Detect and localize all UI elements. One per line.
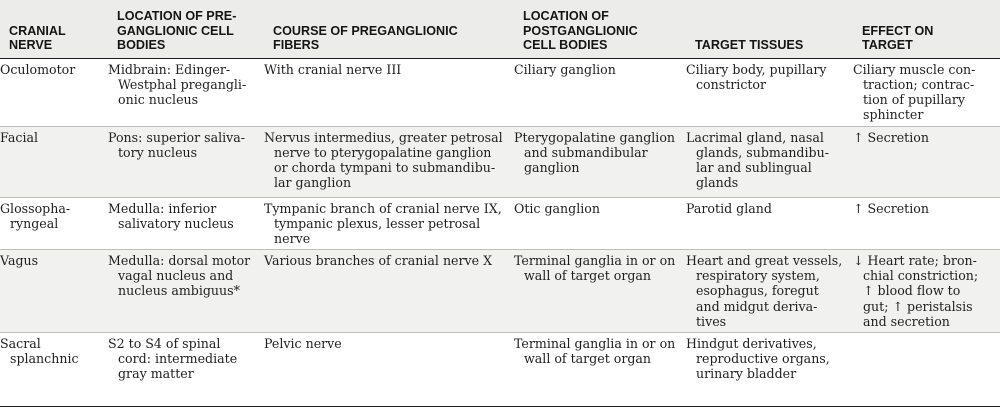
cell-preganglionic-location: Medulla: inferior salivatory nucleus (108, 197, 264, 249)
cell-postganglionic-location: Otic ganglion (514, 197, 686, 249)
cell-preganglionic-course: Nervus intermedius, greater petrosal nerve to pterygopalatine ganglion or chorda tympani to submandibu- lar ganglion (264, 126, 514, 197)
header-postganglionic-location: LOCATION OF POSTGANGLIONIC CELL BODIES (514, 0, 686, 58)
cell-nerve: Vagus (0, 249, 108, 332)
cell-nerve: Sacral splanchnic (0, 332, 108, 406)
table-row (0, 249, 1000, 332)
cell-postganglionic-location: Terminal ganglia in or on wall of target organ (514, 249, 686, 332)
header-preganglionic-course: COURSE OF PREGANGLIONIC FIBERS (264, 0, 514, 58)
cell-nerve: Glossopha- ryngeal (0, 197, 108, 249)
cell-effect: ↑ Secretion (853, 197, 1000, 249)
table-row (0, 197, 1000, 249)
table-header (0, 0, 1000, 58)
cell-postganglionic-location: Terminal ganglia in or on wall of target organ (514, 332, 686, 406)
cell-preganglionic-course: Various branches of cranial nerve X (264, 249, 514, 332)
cell-preganglionic-location: Midbrain: Edinger- Westphal pregangli- onic nucleus (108, 58, 264, 126)
cell-target-tissues: Heart and great vessels, respiratory system, esophagus, foregut and midgut deriva- tives (686, 249, 853, 332)
cell-nerve: Facial (0, 126, 108, 197)
cell-preganglionic-course: With cranial nerve III (264, 58, 514, 126)
table-row (0, 332, 1000, 406)
header-effect-on-target: EFFECT ON TARGET (853, 0, 1000, 58)
cell-effect: ↓ Heart rate; bron- chial constriction; ↑ blood flow to gut; ↑ peristalsis and secretion (853, 249, 1000, 332)
cell-nerve: Oculomotor (0, 58, 108, 126)
cell-target-tissues: Ciliary body, pupillary constrictor (686, 58, 853, 126)
table-row (0, 126, 1000, 197)
header-row (0, 0, 1000, 58)
cell-preganglionic-course: Pelvic nerve (264, 332, 514, 406)
cell-postganglionic-location: Pterygopalatine ganglion and submandibular ganglion (514, 126, 686, 197)
cell-effect: ↑ Secretion (853, 126, 1000, 197)
cell-effect: Ciliary muscle con- traction; contrac- tion of pupillary sphincter (853, 58, 1000, 126)
cell-target-tissues: Lacrimal gland, nasal glands, submandibu- lar and sublingual glands (686, 126, 853, 197)
cell-target-tissues: Hindgut derivatives, reproductive organs, urinary bladder (686, 332, 853, 406)
cell-preganglionic-location: S2 to S4 of spinal cord: intermediate gray matter (108, 332, 264, 406)
header-target-tissues: TARGET TISSUES (686, 0, 853, 58)
header-preganglionic-location: LOCATION OF PRE- GANGLIONIC CELL BODIES (108, 0, 264, 58)
cell-postganglionic-location: Ciliary ganglion (514, 58, 686, 126)
cell-target-tissues: Parotid gland (686, 197, 853, 249)
cell-preganglionic-location: Pons: superior saliva- tory nucleus (108, 126, 264, 197)
cell-effect (853, 332, 1000, 406)
table-body (0, 58, 1000, 407)
cell-preganglionic-location: Medulla: dorsal motor vagal nucleus and nucleus ambiguus* (108, 249, 264, 332)
table-row (0, 58, 1000, 126)
header-cranial-nerve: CRANIAL NERVE (0, 0, 108, 58)
cell-preganglionic-course: Tympanic branch of cranial nerve IX, tympanic plexus, lesser petrosal nerve (264, 197, 514, 249)
